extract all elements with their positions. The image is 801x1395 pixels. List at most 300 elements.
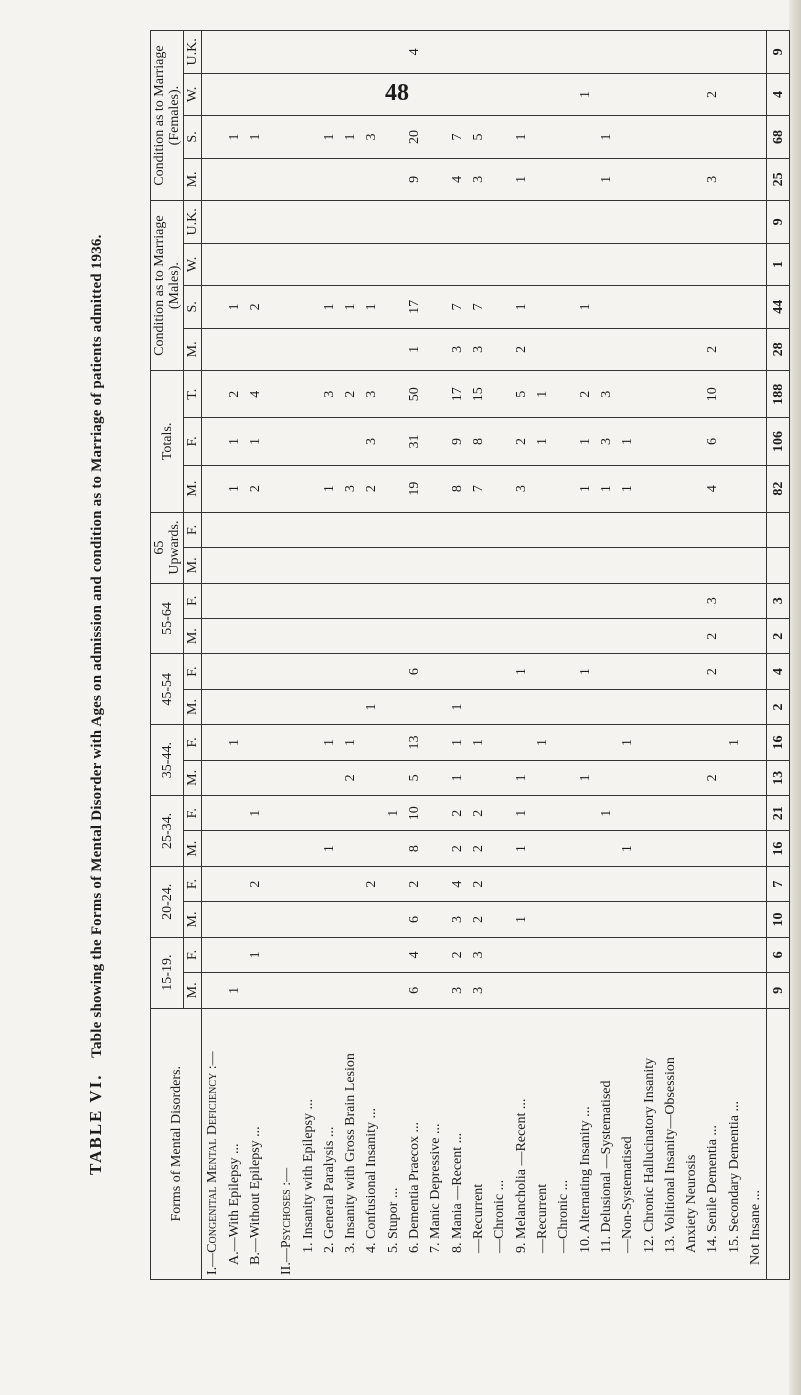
table-cell (319, 973, 340, 1008)
table-cell (745, 465, 767, 512)
header-age-25-34: 25-34. (151, 796, 184, 867)
table-cell: 8 (447, 465, 468, 512)
table-cell (532, 973, 553, 1008)
table-cell (638, 973, 659, 1008)
table-cell: 4 (404, 31, 425, 74)
table-cell (532, 618, 553, 653)
table-cell: 1 (596, 796, 617, 831)
table-cell: 25 (767, 158, 790, 200)
table-cell (383, 937, 404, 972)
table-cell (297, 31, 318, 74)
table-cell (489, 725, 510, 760)
table-cell (617, 937, 638, 972)
table-cell (340, 548, 361, 583)
table-cell (202, 158, 224, 200)
row-label (266, 1008, 276, 1279)
table-cell (702, 243, 723, 285)
table-cell (532, 831, 553, 866)
table-cell (276, 583, 297, 618)
table-cell (266, 328, 276, 370)
table-cell (383, 654, 404, 689)
table-cell (532, 866, 553, 901)
table-cell (660, 548, 681, 583)
table-cell (745, 618, 767, 653)
row-label: 9. Melancholia —Recent ... (511, 1008, 532, 1279)
table-cell (745, 418, 767, 465)
table-cell (425, 328, 446, 370)
table-cell: 4 (767, 654, 790, 689)
table-cell: 10 (767, 902, 790, 937)
table-cell (553, 158, 574, 200)
table-cell (383, 371, 404, 418)
table-cell (223, 243, 244, 285)
table-cell (489, 418, 510, 465)
subheader-f: F. (184, 725, 202, 760)
table-cell (383, 866, 404, 901)
table-cell (489, 158, 510, 200)
table-cell: 9 (447, 418, 468, 465)
table-cell (266, 243, 276, 285)
table-cell: 3 (447, 328, 468, 370)
table-cell (660, 654, 681, 689)
table-cell (681, 286, 702, 328)
table-cell (511, 689, 532, 724)
table-cell (660, 465, 681, 512)
table-cell (404, 73, 425, 115)
header-marriage-males: Condition as to Marriage (Males). (151, 201, 184, 371)
table-cell (681, 937, 702, 972)
table-cell (511, 548, 532, 583)
table-cell (383, 465, 404, 512)
table-cell (297, 465, 318, 512)
table-cell (596, 286, 617, 328)
table-cell: 5 (511, 371, 532, 418)
table-cell (383, 831, 404, 866)
table-cell (297, 583, 318, 618)
table-cell: 3 (447, 973, 468, 1008)
table-cell (425, 725, 446, 760)
row-label: —Chronic ... (553, 1008, 574, 1279)
table-cell (297, 725, 318, 760)
table-cell (660, 973, 681, 1008)
table-cell (202, 116, 224, 158)
table-row (638, 31, 659, 1280)
table-cell: 1 (319, 116, 340, 158)
table-cell (276, 937, 297, 972)
table-cell (574, 158, 595, 200)
table-cell: 13 (404, 725, 425, 760)
table-cell (340, 512, 361, 547)
table-cell (617, 512, 638, 547)
table-cell (724, 328, 745, 370)
table-cell (553, 201, 574, 244)
table-cell (425, 31, 446, 74)
header-forms: Forms of Mental Disorders. (151, 1008, 202, 1279)
table-cell (532, 286, 553, 328)
table-cell (202, 618, 224, 653)
table-cell: 1 (617, 418, 638, 465)
table-cell (724, 512, 745, 547)
table-cell (511, 243, 532, 285)
table-cell (297, 328, 318, 370)
table-cell (425, 760, 446, 795)
table-cell (660, 73, 681, 115)
table-cell (638, 831, 659, 866)
table-cell (660, 796, 681, 831)
table-cell (297, 796, 318, 831)
table-cell (202, 328, 224, 370)
table-cell (383, 902, 404, 937)
table-cell (724, 937, 745, 972)
row-label: 13. Volitional Insanity—Obsession (660, 1008, 681, 1279)
table-cell: 7 (447, 286, 468, 328)
table-cell (276, 725, 297, 760)
table-cell (745, 371, 767, 418)
table-cell (447, 654, 468, 689)
table-cell (574, 583, 595, 618)
table-cell (297, 73, 318, 115)
table-row (724, 31, 745, 1280)
table-cell (425, 937, 446, 972)
table-cell (596, 328, 617, 370)
table-cell (574, 831, 595, 866)
table-cell (532, 512, 553, 547)
table-cell: 3 (702, 583, 723, 618)
row-label: 11. Delusional —Systematised (596, 1008, 617, 1279)
table-cell (553, 725, 574, 760)
table-cell (553, 618, 574, 653)
table-cell (745, 796, 767, 831)
table-cell (266, 583, 276, 618)
table-cell (340, 31, 361, 74)
table-cell (425, 116, 446, 158)
table-cell (468, 760, 489, 795)
table-cell (202, 973, 224, 1008)
table-cell (660, 418, 681, 465)
table-cell (202, 760, 224, 795)
table-cell (724, 418, 745, 465)
table-cell (223, 654, 244, 689)
table-cell: 3 (361, 371, 382, 418)
table-cell (617, 328, 638, 370)
table-cell: 1 (596, 465, 617, 512)
table-cell (574, 689, 595, 724)
table-cell (425, 973, 446, 1008)
table-cell (489, 328, 510, 370)
table-title (86, 75, 106, 1175)
table-cell (319, 689, 340, 724)
table-cell (340, 618, 361, 653)
table-cell (223, 31, 244, 74)
table-cell: 2 (245, 286, 266, 328)
subheader-marriage-male-3: U.K. (184, 201, 202, 244)
table-cell (660, 618, 681, 653)
subheader-total-1: F. (184, 418, 202, 465)
table-cell (638, 937, 659, 972)
table-cell (724, 73, 745, 115)
table-cell (266, 158, 276, 200)
table-cell (660, 512, 681, 547)
table-cell (681, 418, 702, 465)
table-cell (361, 73, 382, 115)
table-cell: 6 (702, 418, 723, 465)
row-label: Not Insane ... (745, 1008, 767, 1279)
table-cell (245, 973, 266, 1008)
table-cell: 9 (767, 973, 790, 1008)
table-cell: 1 (617, 725, 638, 760)
row-label: —Chronic ... (489, 1008, 510, 1279)
table-cell: 1 (319, 831, 340, 866)
table-cell: 1 (223, 116, 244, 158)
table-cell (489, 937, 510, 972)
table-row (319, 31, 340, 1280)
table-cell (638, 158, 659, 200)
table-cell (511, 725, 532, 760)
table-cell (489, 465, 510, 512)
table-cell (574, 796, 595, 831)
table-cell (361, 973, 382, 1008)
table-cell: 2 (702, 654, 723, 689)
table-row (553, 31, 574, 1280)
table-cell (660, 831, 681, 866)
table-cell (319, 902, 340, 937)
table-cell (596, 866, 617, 901)
table-cell (617, 760, 638, 795)
table-cell (553, 116, 574, 158)
table-cell (724, 201, 745, 244)
table-cell: 6 (404, 654, 425, 689)
table-cell: 3 (767, 583, 790, 618)
table-cell: 16 (767, 831, 790, 866)
table-cell (724, 548, 745, 583)
table-cell (245, 548, 266, 583)
table-cell (276, 286, 297, 328)
table-cell (724, 654, 745, 689)
table-cell (340, 243, 361, 285)
table-cell (702, 512, 723, 547)
table-cell (638, 286, 659, 328)
table-row (297, 31, 318, 1280)
table-cell (681, 548, 702, 583)
table-cell (681, 201, 702, 244)
row-label: B.—Without Epilepsy ... (245, 1008, 266, 1279)
table-cell: 1 (574, 465, 595, 512)
table-cell (702, 116, 723, 158)
table-cell (266, 512, 276, 547)
table-cell (681, 328, 702, 370)
table-cell: 1 (511, 286, 532, 328)
table-cell: 3 (361, 418, 382, 465)
table-cell (202, 548, 224, 583)
table-cell (425, 831, 446, 866)
table-cell (297, 201, 318, 244)
table-cell (245, 725, 266, 760)
subheader-f: F. (184, 796, 202, 831)
table-cell (383, 116, 404, 158)
table-cell (319, 201, 340, 244)
table-cell (266, 116, 276, 158)
table-cell: 2 (245, 866, 266, 901)
table-cell: 3 (468, 158, 489, 200)
table-cell (223, 201, 244, 244)
table-cell: 68 (767, 116, 790, 158)
table-cell (202, 286, 224, 328)
table-cell: 3 (596, 371, 617, 418)
table-cell (702, 973, 723, 1008)
table-cell (340, 418, 361, 465)
table-row (489, 31, 510, 1280)
table-row (425, 31, 446, 1280)
table-cell (276, 512, 297, 547)
table-cell (361, 725, 382, 760)
table-cell (702, 866, 723, 901)
table-cell (202, 31, 224, 74)
table-cell (223, 583, 244, 618)
table-cell (617, 116, 638, 158)
table-cell (553, 465, 574, 512)
table-cell (266, 201, 276, 244)
table-cell (202, 937, 224, 972)
table-cell (660, 866, 681, 901)
table-cell (767, 548, 790, 583)
table-cell (319, 512, 340, 547)
row-label: A.—With Epilepsy ... (223, 1008, 244, 1279)
table-cell (468, 243, 489, 285)
table-cell (553, 371, 574, 418)
table-cell (617, 158, 638, 200)
row-label: —Non-Systematised (617, 1008, 638, 1279)
row-label: II.—Psychoses :— (276, 1008, 297, 1279)
table-cell (617, 73, 638, 115)
table-cell (319, 328, 340, 370)
table-cell: 1 (767, 243, 790, 285)
table-cell (638, 618, 659, 653)
table-cell (553, 689, 574, 724)
table-cell (724, 689, 745, 724)
table-cell: 2 (511, 418, 532, 465)
table-cell (245, 583, 266, 618)
subheader-total-0: M. (184, 465, 202, 512)
table-cell (245, 760, 266, 795)
table-cell (340, 201, 361, 244)
table-cell (596, 618, 617, 653)
table-cell (638, 201, 659, 244)
table-cell (553, 583, 574, 618)
table-cell (361, 796, 382, 831)
table-cell (202, 73, 224, 115)
row-label: 8. Mania —Recent ... (447, 1008, 468, 1279)
table-cell: 3 (319, 371, 340, 418)
table-cell: 7 (447, 116, 468, 158)
table-cell (276, 73, 297, 115)
table-cell (702, 31, 723, 74)
table-cell (489, 73, 510, 115)
table-cell (553, 418, 574, 465)
row-label: Anxiety Neurosis (681, 1008, 702, 1279)
table-cell (383, 328, 404, 370)
table-cell (447, 583, 468, 618)
table-cell (617, 618, 638, 653)
table-cell (383, 31, 404, 74)
table-cell (297, 866, 318, 901)
table-cell (425, 866, 446, 901)
table-caption: Table showing the Forms of Mental Disorder with Ages on admission and condition as to Marriage of patients admitted 1936. (89, 234, 105, 1058)
row-label: 10. Alternating Insanity ... (574, 1008, 595, 1279)
table-cell (638, 73, 659, 115)
table-cell (553, 243, 574, 285)
table-cell (681, 689, 702, 724)
table-cell (724, 243, 745, 285)
table-row (202, 31, 224, 1280)
table-cell (404, 689, 425, 724)
table-cell: 2 (447, 937, 468, 972)
table-cell: 2 (447, 831, 468, 866)
table-cell (489, 902, 510, 937)
table-cell (767, 512, 790, 547)
table-cell (574, 328, 595, 370)
table-cell (276, 465, 297, 512)
table-cell: 28 (767, 328, 790, 370)
table-cell (425, 583, 446, 618)
table-cell: 1 (223, 286, 244, 328)
table-cell (383, 201, 404, 244)
table-cell (266, 654, 276, 689)
row-label: —Recurrent (468, 1008, 489, 1279)
table-cell (319, 31, 340, 74)
table-cell (361, 654, 382, 689)
table-cell (724, 831, 745, 866)
table-cell: 1 (511, 116, 532, 158)
table-cell (266, 286, 276, 328)
table-cell (745, 973, 767, 1008)
table-cell (553, 286, 574, 328)
table-cell: 1 (511, 158, 532, 200)
table-cell: 17 (447, 371, 468, 418)
table-cell (223, 796, 244, 831)
table-cell (404, 583, 425, 618)
table-cell: 1 (511, 760, 532, 795)
subheader-f: F. (184, 583, 202, 618)
table-cell (245, 902, 266, 937)
table-cell (511, 973, 532, 1008)
table-cell (223, 689, 244, 724)
table-cell (681, 796, 702, 831)
table-cell (404, 618, 425, 653)
table-cell (638, 243, 659, 285)
table-cell: 2 (223, 371, 244, 418)
table-cell (276, 31, 297, 74)
table-cell (404, 201, 425, 244)
table-cell (223, 158, 244, 200)
header-age-45-54: 45-54 (151, 654, 184, 725)
table-cell (245, 328, 266, 370)
subheader-f: F. (184, 937, 202, 972)
table-cell: 3 (468, 937, 489, 972)
table-cell (532, 243, 553, 285)
table-cell: 2 (468, 866, 489, 901)
table-cell: 10 (702, 371, 723, 418)
table-cell (276, 760, 297, 795)
table-cell (702, 286, 723, 328)
table-cell (681, 583, 702, 618)
table-cell (319, 654, 340, 689)
table-cell (297, 831, 318, 866)
table-cell: 1 (361, 286, 382, 328)
table-cell: 1 (532, 725, 553, 760)
table-cell (223, 618, 244, 653)
table-cell: 2 (767, 689, 790, 724)
table-cell: 4 (767, 73, 790, 115)
